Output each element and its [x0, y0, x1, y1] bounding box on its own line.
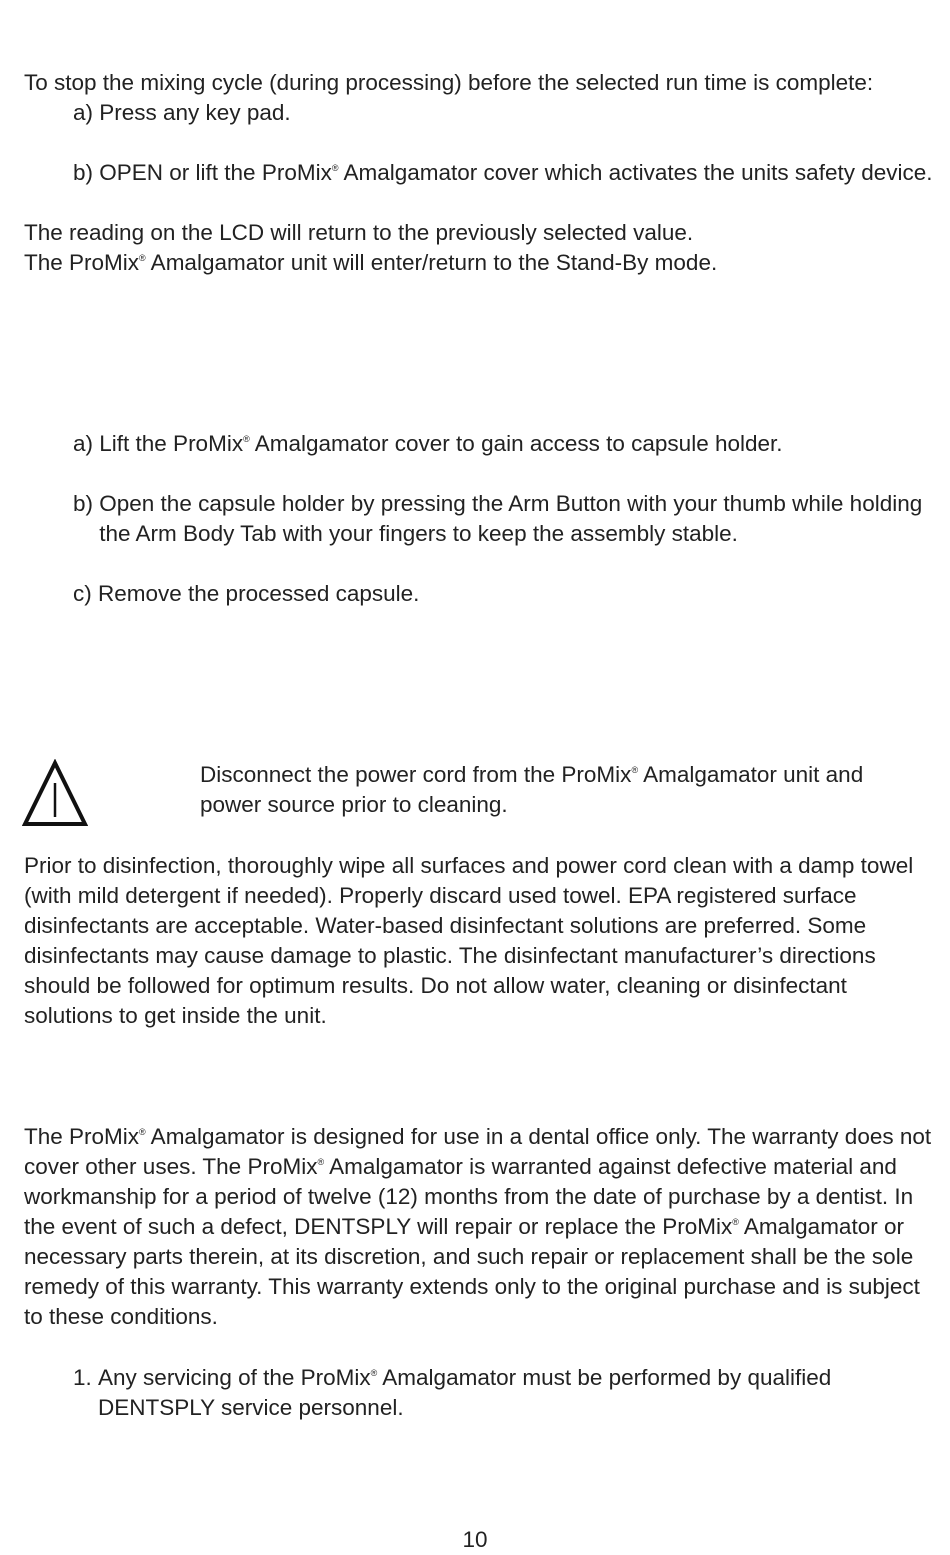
registered-mark: ® — [139, 253, 146, 263]
registered-mark: ® — [732, 1217, 739, 1227]
list-item — [24, 1363, 934, 1423]
list-item — [24, 98, 934, 128]
warranty-conditions — [24, 1363, 934, 1423]
list-marker: c) — [73, 581, 98, 606]
list-marker: a) — [73, 100, 100, 125]
list-text: Open the capsule holder by pressing the Arm Button with your thumb while holding the Arm Body Tab with your fingers to keep the assembly stable. — [99, 491, 923, 546]
cleaning-paragraph: Prior to disinfection, thoroughly wipe all surfaces and power cord clean with a damp towel (with mild detergent if needed). Properly discard used towel. EPA registered surface disinfectants are acceptable. Water-based disinfectant solutions are preferred. Some disinfectants may cause damage to plastic. The disinfectant manufacturer’s directions should be followed for optimum results. Do not allow water, cleaning or disinfectant solutions to get inside the unit. — [24, 853, 914, 1028]
stop-cycle-intro: To stop the mixing cycle (during processing) before the selected run time is complete: — [24, 70, 874, 95]
list-item — [24, 158, 934, 188]
registered-mark: ® — [243, 434, 250, 444]
standby-note: The ProMix® Amalgamator unit will enter/return to the Stand-By mode. — [24, 250, 718, 275]
registered-mark: ® — [631, 765, 639, 775]
registered-mark: ® — [331, 163, 339, 173]
list-marker: b) — [73, 160, 100, 185]
registered-mark: ® — [139, 1127, 146, 1137]
stop-cycle-section — [24, 68, 934, 278]
list-text: Lift the ProMix® Amalgamator cover to gain access to capsule holder. — [99, 431, 783, 456]
list-text: Remove the processed capsule. — [98, 581, 420, 606]
list-item — [24, 489, 934, 549]
warning-text: Disconnect the power cord from the ProMix® Amalgamator unit and power source prior to cleaning. — [200, 762, 864, 817]
registered-mark: ® — [370, 1368, 378, 1378]
list-text: Any servicing of the ProMix® Amalgamator must be performed by qualified DENTSPLY service personnel. — [98, 1365, 832, 1420]
list-item — [24, 429, 934, 459]
page-number: 10 — [462, 1527, 488, 1552]
remove-capsule-section — [24, 429, 934, 609]
lcd-reading-note: The reading on the LCD will return to the previously selected value. — [24, 220, 694, 245]
list-marker: b) — [73, 491, 100, 516]
registered-mark: ® — [317, 1157, 325, 1167]
list-text: Press any key pad. — [99, 100, 291, 125]
warning-triangle-icon — [22, 759, 88, 827]
list-text: OPEN or lift the ProMix® Amalgamator cover which activates the units safety device. — [99, 160, 933, 185]
list-item — [24, 579, 934, 609]
list-marker: a) — [73, 431, 100, 456]
warranty-paragraph: The ProMix® Amalgamator is designed for use in a dental office only. The warranty does not cover other uses. The ProMix® Amalgamator is warranted against defective material and workmanship for a period of twelve (12) months from the date of purchase by a dentist. In the event of such a defect, DENTSPLY will repair or replace the ProMix® Amalgamator or necessary parts therein, at its discretion, and such repair or replacement shall be the sole remedy of this warranty. This warranty extends only to the original purchase and is subject to these conditions. — [24, 1124, 932, 1329]
list-marker: 1. — [73, 1365, 99, 1390]
